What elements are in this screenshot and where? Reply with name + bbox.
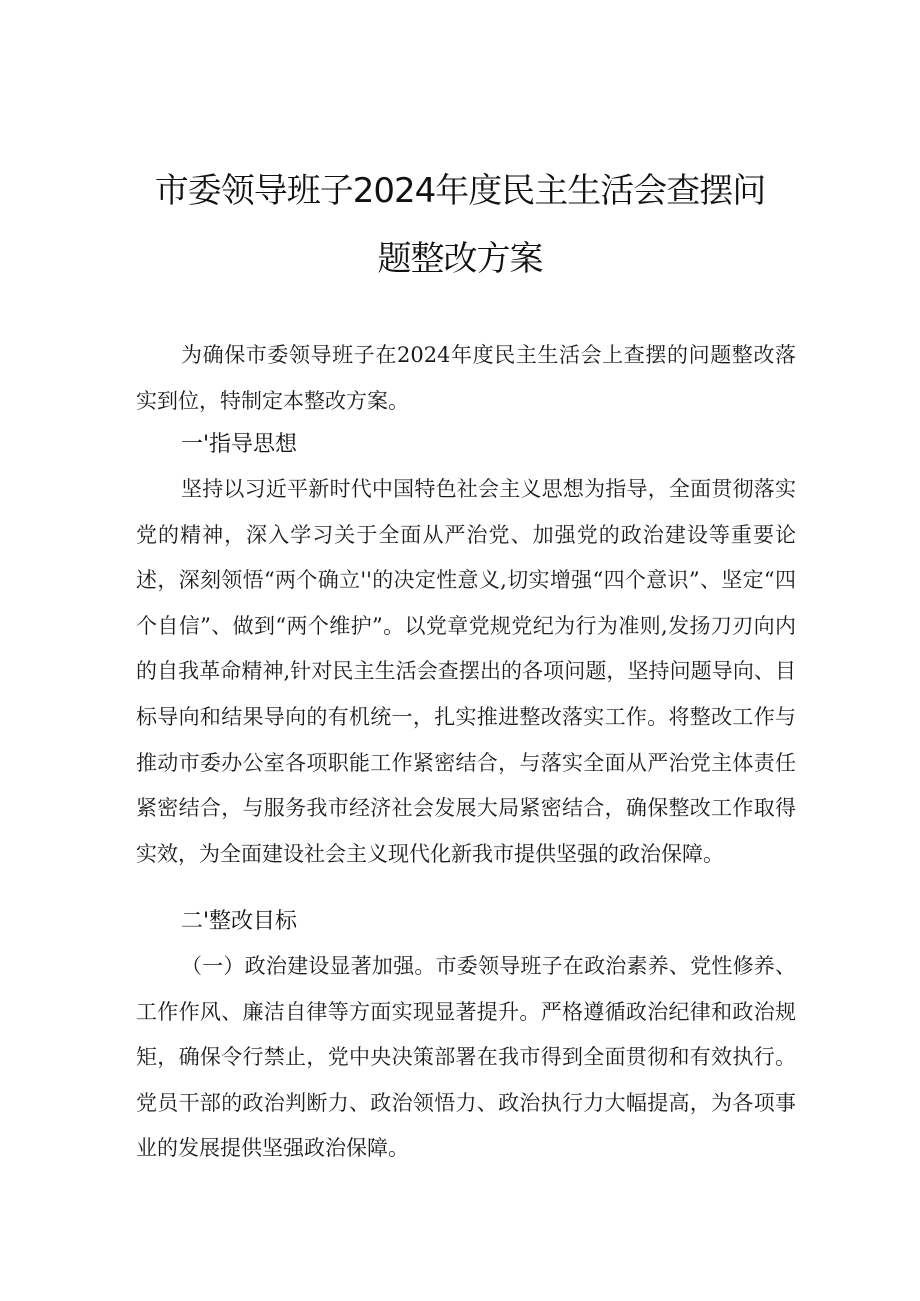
document-title-line-2: 题整改方案 bbox=[377, 239, 543, 279]
section-2-heading-block bbox=[136, 899, 796, 945]
intro-section bbox=[136, 333, 796, 424]
section-2-item-1-paragraph: （一）政治建设显著加强。市委领导班子在政治素养、党性修养、工作作风、廉洁自律等方面实现显著提升。严格遵循政治纪律和政治规矩，确保令行禁止，党中央决策部署在我市得到全面贯彻和有效执行。党员干部的政治判断力、政治领悟力、政治执行力大幅提高，为各项事业的发展提供坚强政治保障。 bbox=[136, 954, 796, 1161]
section-1-heading-block bbox=[136, 422, 796, 468]
intro-paragraph: 为确保市委领导班子在2024年度民主生活会上查摆的问题整改落实到位，特制定本整改方案。 bbox=[136, 343, 796, 413]
section-2-heading: 二'整改目标 bbox=[181, 909, 298, 934]
section-2-body-block bbox=[136, 944, 796, 1172]
section-1-body-block bbox=[136, 467, 796, 877]
document-title-line-1: 市委领导班子2024年度民主生活会查摆问 bbox=[154, 171, 766, 211]
section-1-heading: 一'指导思想 bbox=[181, 432, 298, 457]
section-1-paragraph: 坚持以习近平新时代中国特色社会主义思想为指导，全面贯彻落实党的精神，深入学习关于全面从严治党、加强党的政治建设等重要论述，深刻领悟“两个确立''的决定性意义,切实增强“四个意识”、坚定“四个自信”、做到“两个维护”。以党章党规党纪为行为准则,发扬刀刃向内的自我革命精神,针对民主生活会查摆出的各项问题，坚持问题导向、目标导向和结果导向的有机统一，扎实推进整改落实工作。将整改工作与推动市委办公室各项职能工作紧密结合，与落实全面从严治党主体责任紧密结合，与服务我市经济社会发展大局紧密结合，确保整改工作取得实效，为全面建设社会主义现代化新我市提供坚强的政治保障。 bbox=[136, 477, 796, 866]
